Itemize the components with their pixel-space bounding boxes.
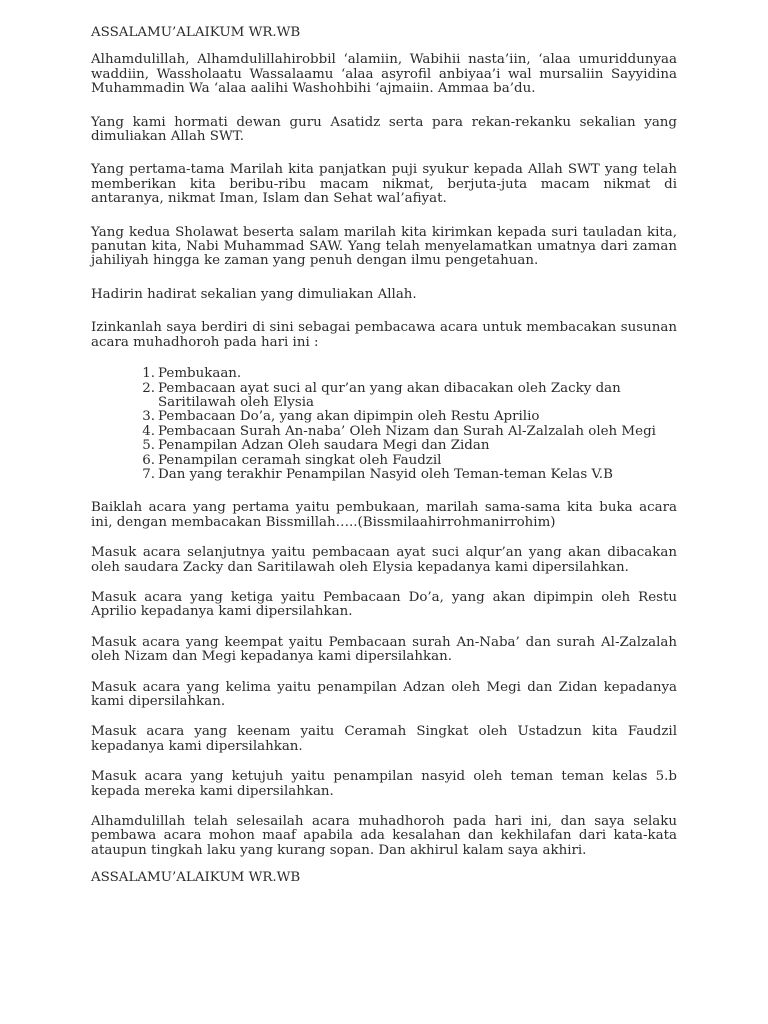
intro-paragraph-honor: Yang kami hormati dewan guru Asatidz serta para rekan-rekanku sekalian yang dimuliakan Allah SWT.	[91, 114, 677, 145]
agenda-item-text: Dan yang terakhir Penampilan Nasyid oleh Teman-teman Kelas V.B	[158, 466, 613, 482]
agenda-item-number: 7.	[142, 466, 155, 482]
body-paragraph-ceramah: Masuk acara yang keenam yaitu Ceramah Singkat oleh Ustadzun kita Faudzil kepadanya kami dipersilahkan.	[91, 724, 677, 754]
agenda-item	[142, 452, 677, 468]
agenda-item	[142, 366, 677, 382]
intro-paragraph-agenda-lead: Izinkanlah saya berdiri di sini sebagai pembacawa acara untuk membacakan susunan acara muhadhoroh pada hari ini :	[91, 320, 677, 350]
agenda-item-number: 5.	[142, 438, 155, 454]
agenda-item-number: 2.	[142, 380, 155, 396]
agenda-item-text: Penampilan Adzan Oleh saudara Megi dan Zidan	[158, 438, 490, 454]
closing-greeting: ASSALAMU’ALAIKUM WR.WB	[91, 870, 301, 886]
body-paragraph-quran: Masuk acara selanjutnya yaitu pembacaan ayat suci alqur’an yang akan dibacakan oleh saudara Zacky dan Saritilawah oleh Elysia kepadanya kami dipersilahkan.	[91, 545, 677, 575]
agenda-item-number: 4.	[142, 423, 155, 439]
opening-greeting: ASSALAMU’ALAIKUM WR.WB	[91, 25, 301, 40]
agenda-item	[142, 409, 677, 425]
body-paragraph-doa: Masuk acara yang ketiga yaitu Pembacaan Do’a, yang akan dipimpin oleh Restu Aprilio kepadanya kami dipersilahkan.	[91, 589, 677, 620]
agenda-item-number: 6.	[142, 452, 155, 468]
intro-paragraph-sholawat: Yang kedua Sholawat beserta salam marilah kita kirimkan kepada suri tauladan kita, panutan kita, Nabi Muhammad SAW. Yang telah menyelamatkan umatnya dari zaman jahiliyah hingga ke zaman yang penuh dengan ilmu pengetahuan.	[91, 224, 677, 269]
body-paragraph-opening: Baiklah acara yang pertama yaitu pembukaan, marilah sama-sama kita buka acara ini, dengan membacakan Bissmillah…..(Bissmilaahirrohmanirrohim)	[91, 500, 677, 530]
body-paragraph-nasyid: Masuk acara yang ketujuh yaitu penampilan nasyid oleh teman teman kelas 5.b kepada mereka kami dipersilahkan.	[91, 769, 677, 799]
agenda-item-text: Pembacaan Surah An-naba’ Oleh Nizam dan Surah Al-Zalzalah oleh Megi	[158, 423, 656, 439]
agenda-item-text: Pembacaan ayat suci al qur’an yang akan dibacakan oleh Zacky dan Saritilawah oleh Elysia	[158, 380, 621, 410]
intro-paragraph-praise: Alhamdulillah, Alhamdulillahirobbil ‘alamiin, Wabihii nasta’iin, ‘alaa umuriddunyaa waddiin, Wassholaatu Wassalaamu ‘alaa asyrofil anbiyaa’i wal mursaliin Sayyidina Muhammadin Wa ‘alaa aalihi Washohbihi ‘ajmaiin. Ammaa ba’du.	[91, 52, 677, 97]
document-page	[91, 26, 677, 886]
intro-paragraph-audience: Hadirin hadirat sekalian yang dimuliakan Allah.	[91, 286, 417, 302]
agenda-item-number: 3.	[142, 409, 155, 425]
agenda-item-number: 1.	[142, 366, 155, 382]
body-paragraph-surah: Masuk acara yang keempat yaitu Pembacaan surah An-Naba’ dan surah Al-Zalzalah oleh Nizam dan Megi kepadanya kami dipersilahkan.	[91, 634, 677, 665]
intro-paragraph-gratitude: Yang pertama-tama Marilah kita panjatkan puji syukur kepada Allah SWT yang telah memberikan kita beribu-ribu macam nikmat, berjuta-juta macam nikmat di antaranya, nikmat Iman, Islam dan Sehat wal’afiyat.	[91, 162, 677, 207]
body-paragraph-adzan: Masuk acara yang kelima yaitu penampilan Adzan oleh Megi dan Zidan kepadanya kami dipersilahkan.	[91, 679, 677, 709]
agenda-list	[91, 367, 677, 482]
agenda-item	[142, 438, 677, 454]
agenda-item-text: Pembukaan.	[158, 366, 242, 382]
agenda-item-text: Penampilan ceramah singkat oleh Faudzil	[158, 452, 442, 468]
agenda-item	[142, 466, 677, 482]
agenda-item	[142, 423, 677, 439]
body-paragraph-closing: Alhamdulillah telah selesailah acara muhadhoroh pada hari ini, dan saya selaku pembawa acara mohon maaf apabila ada kesalahan dan kekhilafan dari kata-kata ataupun tingkah laku yang kurang sopan. Dan akhirul kalam saya akhiri.	[91, 814, 677, 858]
agenda-item-text: Pembacaan Do’a, yang akan dipimpin oleh Restu Aprilio	[158, 409, 540, 425]
agenda-item	[142, 380, 677, 411]
